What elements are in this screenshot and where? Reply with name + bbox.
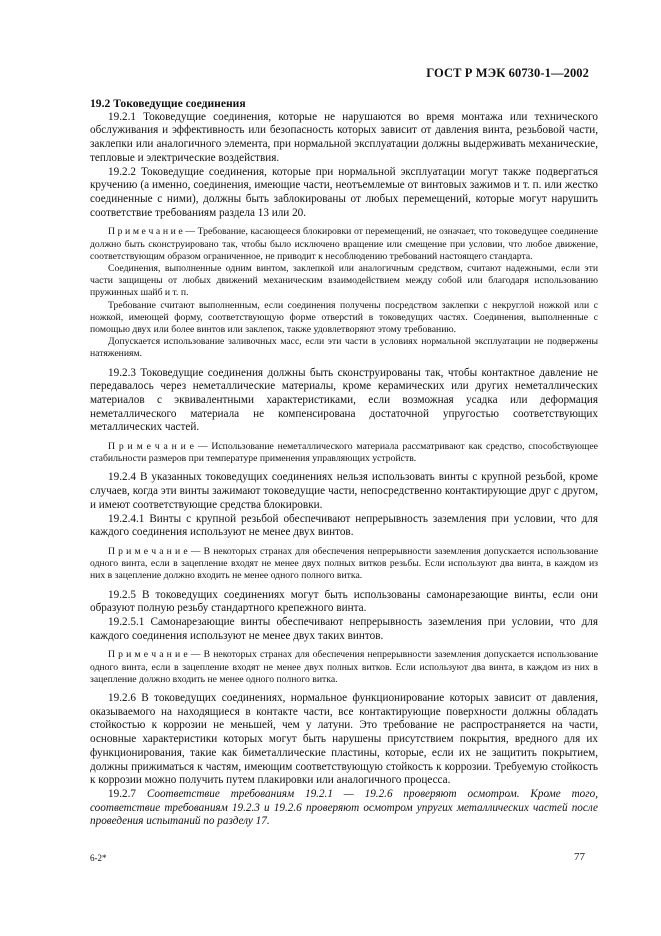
clause-19-2-5-1: 19.2.5.1 Самонарезающие винты обеспечивают непрерывность заземления при условии, что для каждого соединения используют не менее двух таких винтов. [90, 616, 598, 642]
page-number: 77 [574, 851, 585, 863]
sheet-mark: 6-2* [90, 853, 107, 863]
clause-19-2-7-number: 19.2.7 [108, 787, 147, 800]
note-paragraph: П р и м е ч а н и е — Использование неметаллического материала рассматривают как средство, способствующее стабильности размеров при температуре применения управляющих устройств. [90, 441, 598, 465]
section-title: 19.2 Токоведущие соединения [90, 97, 246, 110]
note-paragraph: Требование считают выполненным, если соединения получены посредством заклепки с некруглой ножкой или с ножкой, имеющей форму, соответствующую форме отверстий в токоведущих частях. Соединения, выполненные с помощью двух или более винтов или заклепок, также удовлетворяют этому требованию. [90, 299, 598, 335]
clause-19-2-7-text: Соответствие требованиям 19.2.1 — 19.2.6 проверяют осмотром. Кроме того, соответствие требованиям 19.2.3 и 19.2.6 проверяют осмотром упругих металлических частей после проведения испытаний по разделу 17. [90, 787, 598, 828]
note-paragraph: Соединения, выполненные одним винтом, заклепкой или аналогичным средством, считают надежными, если эти части защищены от любых движений механическим взаимодействием между собой или благодаря использованию пружинных шайб и т. п. [90, 262, 598, 299]
standard-header: ГОСТ Р МЭК 60730-1—2002 [426, 66, 589, 80]
note-paragraph: П р и м е ч а н и е — В некоторых странах для обеспечения непрерывности заземления допускается использование одного винта, если в зацепление входят не менее двух полных витков резьбы. Если используют два винта, в каждом из них в зацепление должно входить не менее одного полного витка. [90, 546, 598, 582]
clause-19-2-3: 19.2.3 Токоведущие соединения должны быть сконструированы так, чтобы контактное давление не передавалось через неметаллические материалы, кроме керамических или других неметаллических материалов с эквивалентными характеристиками, если возможная усадка или деформация неметаллического материала не компенсирована достаточной упругостью соответствующих металлических частей. [90, 366, 598, 434]
note-paragraph: Допускается использование заливочных масс, если эти части в условиях нормальной эксплуатации не подвержены натяжениям. [90, 336, 598, 360]
clause-19-2-7 [90, 788, 598, 829]
main-content [90, 97, 598, 829]
clause-19-2-4: 19.2.4 В указанных токоведущих соединениях нельзя использовать винты с крупной резьбой, кроме случаев, когда эти винты зажимают токоведущие части, непосредственно контактирующие друг с другом, и имеют соответствующие средства блокировки. [90, 471, 598, 511]
note-paragraph: П р и м е ч а н и е — В некоторых странах для обеспечения непрерывности заземления допускается использование одного винта, если в зацепление входят не менее двух полных витков. Если используют два винта, в каждом из них в зацепление должно входить не менее одного полного витка. [90, 649, 598, 685]
note-paragraph: П р и м е ч а н и е — Требование, касающееся блокировки от перемещений, не означает, что токоведущее соединение должно быть сконструировано так, чтобы было исключено вращение или смещение при условии, что любое движение, соответствующим образом ограниченное, не приводит к несоблюдению требований настоящего стандарта. [90, 226, 598, 262]
clause-19-2-6: 19.2.6 В токоведущих соединениях, нормальное функционирование которых зависит от давления, оказываемого на находящиеся в контакте части, все контактирующие поверхности должны обладать стойкостью к коррозии не меньшей, чем у латуни. Это требование не распространяется на части, основные характеристики которых могут быть нарушены присутствием покрытия, вредного для их функционирования, такие как биметаллические пластины, которые, если их не защитить покрытием, должны прижиматься к частям, имеющим соответствующую стойкость к коррозии. Требуемую стойкость к коррозии можно получить путем плакировки или аналогичного процесса. [90, 692, 598, 787]
clause-19-2-5: 19.2.5 В токоведущих соединениях могут быть использованы самонарезающие винты, если они образуют полную резьбу стандартного крепежного винта. [90, 588, 598, 615]
clause-19-2-4-1: 19.2.4.1 Винты с крупной резьбой обеспечивают непрерывность заземления при условии, что для каждого соединения используют не менее двух винтов. [90, 512, 598, 539]
clause-19-2-1: 19.2.1 Токоведущие соединения, которые не нарушаются во время монтажа или технического обслуживания и эффективность или безопасность которых зависит от давления винта, резьбовой части, заклепки или аналогичного элемента, при нормальной эксплуатации должны выдерживать механические, тепловые и электрические воздействия. [90, 110, 598, 164]
clause-19-2-2: 19.2.2 Токоведущие соединения, которые при нормальной эксплуатации могут также подвергаться кручению (а именно, соединения, имеющие части, неотъемлемые от винтовых зажимов и т. п. или жестко соединенные с ними), должны быть заблокированы от любых перемещений, которые могут нарушить соответствие требованиям раздела 13 или 20. [90, 165, 598, 219]
